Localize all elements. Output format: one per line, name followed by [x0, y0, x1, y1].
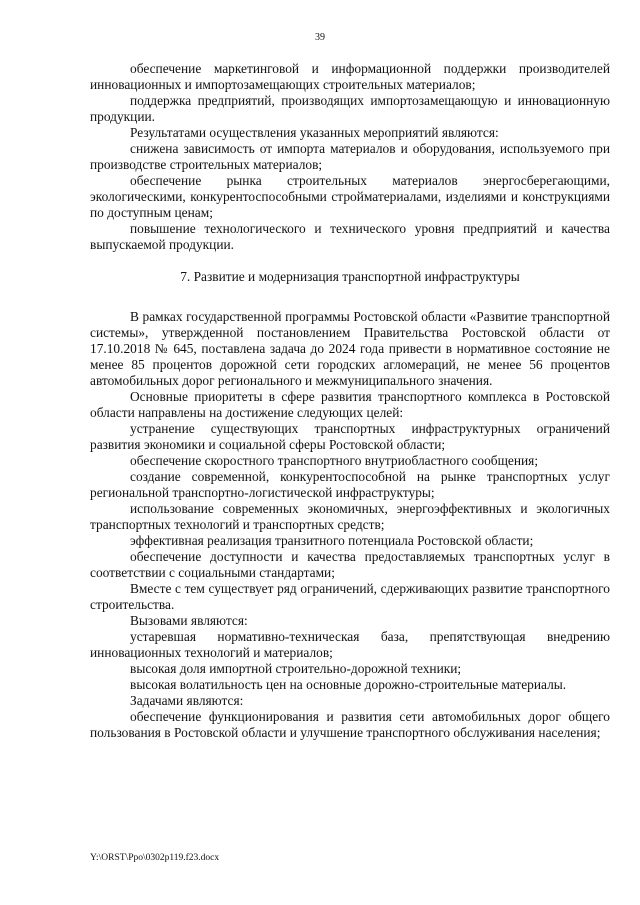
paragraph: Основные приоритеты в сфере развития транспортного комплекса в Ростовской области направлены на достижение следующих целей: — [90, 389, 610, 420]
paragraph: поддержка предприятий, производящих импортозамещающую и инновационную продукции. — [90, 93, 610, 124]
page-number: 39 — [315, 32, 325, 43]
paragraph: Результатами осуществления указанных мероприятий являются: — [130, 125, 499, 140]
document-body — [90, 61, 610, 741]
paragraph: обеспечение функционирования и развития сети автомобильных дорог общего пользования в Ростовской области и улучшение транспортного обслуживания населения; — [90, 709, 610, 740]
paragraph: устранение существующих транспортных инфраструктурных ограничений развития экономики и социальной сферы Ростовской области; — [90, 421, 610, 452]
paragraph: использование современных экономичных, энергоэффективных и экологичных транспортных технологий и транспортных средств; — [90, 501, 610, 532]
paragraph: обеспечение рынка строительных материалов энергосберегающими, экологическими, конкурентоспособными стройматериалами, изделиями и конструкциями по доступным ценам; — [90, 173, 610, 220]
paragraph: Вместе с тем существует ряд ограничений, сдерживающих развитие транспортного строительства. — [90, 581, 610, 612]
file-path-footer: Y:\ORST\Ppo\0302p119.f23.docx — [90, 853, 220, 863]
bottom-paragraphs — [90, 309, 610, 741]
paragraph: высокая волатильность цен на основные дорожно-строительные материалы. — [130, 677, 567, 692]
paragraph: обеспечение маркетинговой и информационной поддержки производителей инновационных и импортозамещающих строительных материалов; — [90, 61, 610, 92]
top-paragraphs — [90, 61, 610, 253]
paragraph: обеспечение доступности и качества предоставляемых транспортных услуг в соответствии с социальными стандартами; — [90, 549, 610, 580]
paragraph: эффективная реализация транзитного потенциала Ростовской области; — [130, 533, 534, 548]
paragraph: Вызовами являются: — [130, 613, 248, 628]
paragraph: устаревшая нормативно-техническая база, препятствующая внедрению инновационных технологий и материалов; — [90, 629, 610, 660]
paragraph: высокая доля импортной строительно-дорожной техники; — [130, 661, 462, 676]
paragraph: В рамках государственной программы Ростовской области «Развитие транспортной системы», утвержденной постановлением Правительства Ростовской области от 17.10.2018 № 645, поставлена задача до 2024 года привести в нормативное состояние не менее 85 процентов дорожной сети городских агломераций, не менее 56 процентов автомобильных дорог регионального и межмуниципального значения. — [90, 309, 610, 388]
section-heading: 7. Развитие и модернизация транспортной инфраструктуры — [180, 269, 520, 284]
paragraph: создание современной, конкурентоспособной на рынке транспортных услуг региональной транспортно-логистической инфраструктуры; — [90, 469, 610, 500]
paragraph: повышение технологического и технического уровня предприятий и качества выпускаемой продукции. — [90, 221, 610, 252]
paragraph: обеспечение скоростного транспортного внутриобластного сообщения; — [130, 453, 539, 468]
paragraph: снижена зависимость от импорта материалов и оборудования, используемого при производстве строительных материалов; — [90, 141, 610, 172]
paragraph: Задачами являются: — [130, 693, 244, 708]
